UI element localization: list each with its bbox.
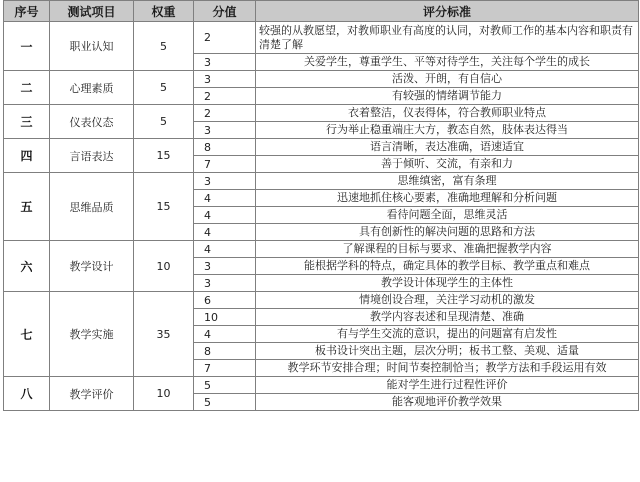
table-row xyxy=(4,22,639,54)
score-value: 2 xyxy=(194,105,256,122)
score-value: 3 xyxy=(194,275,256,292)
weight: 10 xyxy=(134,377,194,411)
criterion: 活泼、开朗，有自信心 xyxy=(256,71,639,88)
group-number: 二 xyxy=(4,71,50,105)
criterion: 看待问题全面，思维灵活 xyxy=(256,207,639,224)
score-value: 4 xyxy=(194,241,256,258)
table-row xyxy=(4,292,639,309)
test-item: 教学设计 xyxy=(50,241,134,292)
score-value: 2 xyxy=(194,88,256,105)
score-value: 4 xyxy=(194,326,256,343)
header-criteria: 评分标准 xyxy=(256,1,639,22)
group-number: 七 xyxy=(4,292,50,377)
weight: 5 xyxy=(134,71,194,105)
table-row xyxy=(4,241,639,258)
header-item: 测试项目 xyxy=(50,1,134,22)
criterion: 情境创设合理，关注学习动机的激发 xyxy=(256,292,639,309)
criterion: 具有创新性的解决问题的思路和方法 xyxy=(256,224,639,241)
weight: 35 xyxy=(134,292,194,377)
score-value: 4 xyxy=(194,224,256,241)
score-value: 2 xyxy=(194,22,256,54)
header-score: 分值 xyxy=(194,1,256,22)
criterion: 衣着整洁，仪表得体，符合教师职业特点 xyxy=(256,105,639,122)
criterion: 迅速地抓住核心要素，准确地理解和分析问题 xyxy=(256,190,639,207)
score-value: 3 xyxy=(194,71,256,88)
group-number: 三 xyxy=(4,105,50,139)
score-value: 3 xyxy=(194,122,256,139)
score-value: 5 xyxy=(194,377,256,394)
table-row xyxy=(4,105,639,122)
score-value: 8 xyxy=(194,139,256,156)
criterion: 能对学生进行过程性评价 xyxy=(256,377,639,394)
criterion: 善于倾听、交流，有亲和力 xyxy=(256,156,639,173)
test-item: 教学评价 xyxy=(50,377,134,411)
weight: 5 xyxy=(134,105,194,139)
criterion: 教学环节安排合理；时间节奏控制恰当；教学方法和手段运用有效 xyxy=(256,360,639,377)
table-row xyxy=(4,173,639,190)
group-number: 六 xyxy=(4,241,50,292)
criterion: 教学设计体现学生的主体性 xyxy=(256,275,639,292)
weight: 15 xyxy=(134,173,194,241)
criterion: 有与学生交流的意识，提出的问题富有启发性 xyxy=(256,326,639,343)
score-value: 4 xyxy=(194,207,256,224)
score-value: 8 xyxy=(194,343,256,360)
test-item: 心理素质 xyxy=(50,71,134,105)
header-row xyxy=(4,1,639,22)
score-value: 4 xyxy=(194,190,256,207)
criterion: 有较强的情绪调节能力 xyxy=(256,88,639,105)
score-value: 3 xyxy=(194,173,256,190)
table-row xyxy=(4,71,639,88)
score-value: 3 xyxy=(194,258,256,275)
weight: 5 xyxy=(134,22,194,71)
criterion: 语言清晰，表达准确，语速适宜 xyxy=(256,139,639,156)
criterion: 较强的从教愿望，对教师职业有高度的认同，对教师工作的基本内容和职责有清楚了解 xyxy=(256,22,639,54)
header-weight: 权重 xyxy=(134,1,194,22)
criterion: 板书设计突出主题，层次分明；板书工整、美观、适量 xyxy=(256,343,639,360)
weight: 10 xyxy=(134,241,194,292)
score-value: 3 xyxy=(194,54,256,71)
test-item: 仪表仪态 xyxy=(50,105,134,139)
score-value: 5 xyxy=(194,394,256,411)
group-number: 一 xyxy=(4,22,50,71)
test-item: 职业认知 xyxy=(50,22,134,71)
score-value: 6 xyxy=(194,292,256,309)
weight: 15 xyxy=(134,139,194,173)
criterion: 行为举止稳重端庄大方，教态自然，肢体表达得当 xyxy=(256,122,639,139)
group-number: 八 xyxy=(4,377,50,411)
table-row xyxy=(4,377,639,394)
scoring-table xyxy=(3,0,639,411)
criterion: 教学内容表述和呈现清楚、准确 xyxy=(256,309,639,326)
criterion: 能客观地评价教学效果 xyxy=(256,394,639,411)
criterion: 思维缜密，富有条理 xyxy=(256,173,639,190)
score-value: 7 xyxy=(194,360,256,377)
test-item: 思维品质 xyxy=(50,173,134,241)
score-value: 7 xyxy=(194,156,256,173)
test-item: 言语表达 xyxy=(50,139,134,173)
group-number: 四 xyxy=(4,139,50,173)
score-value: 10 xyxy=(194,309,256,326)
criterion: 关爱学生，尊重学生、平等对待学生，关注每个学生的成长 xyxy=(256,54,639,71)
header-no: 序号 xyxy=(4,1,50,22)
test-item: 教学实施 xyxy=(50,292,134,377)
criterion: 能根据学科的特点，确定具体的教学目标、教学重点和难点 xyxy=(256,258,639,275)
table-row xyxy=(4,139,639,156)
group-number: 五 xyxy=(4,173,50,241)
criterion: 了解课程的目标与要求、准确把握教学内容 xyxy=(256,241,639,258)
